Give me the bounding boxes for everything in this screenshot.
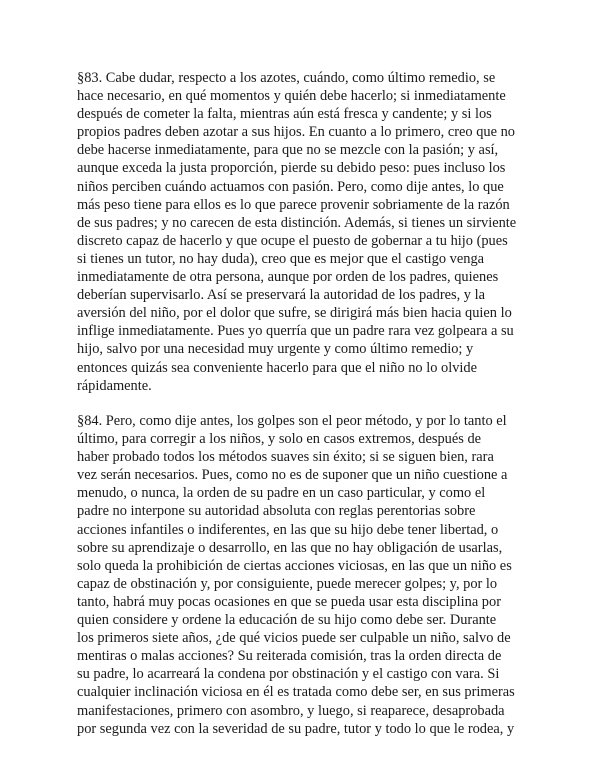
- text-line: §84. Pero, como dije antes, los golpes son el peor método, y por lo tanto el: [77, 413, 507, 429]
- text-line: sobre su aprendizaje o desarrollo, en las que no hay obligación de usarlas,: [77, 539, 503, 556]
- text-line: vez serán necesarios. Pues, como no es de suponer que un niño cuestione a: [77, 467, 508, 484]
- text-line: deberían supervisarlo. Así se preservará la autoridad de los padres, y la: [77, 287, 485, 304]
- text-line: cualquier inclinación viciosa en él es tratada como debe ser, en sus primeras: [77, 684, 515, 701]
- text-line: más peso tiene para ellos es lo que parece provenir sobriamente de la razón: [77, 196, 510, 213]
- text-line: hace necesario, en qué momentos y quién debe hacerlo; si inmediatamente: [77, 88, 506, 105]
- text-line: tanto, habrá muy pocas ocasiones en que se pueda usar esta disciplina por: [77, 593, 501, 610]
- text-line: inflige inmediatamente. Pues yo querría que un padre rara vez golpeara a su: [77, 323, 514, 340]
- text-line: los primeros siete años, ¿de qué vicios puede ser culpable un niño, salvo de: [77, 630, 511, 647]
- text-line: propios padres deben azotar a sus hijos. En cuanto a lo primero, creo que no: [77, 124, 515, 141]
- text-line: acciones infantiles o indiferentes, en las que su hijo debe tener libertad, o: [77, 521, 499, 538]
- text-line: de sus padres; y no carecen de esta distinción. Además, si tienes un sirviente: [77, 214, 517, 231]
- text-line: por segunda vez con la severidad de su padre, tutor y todo lo que le rodea, y: [77, 720, 515, 737]
- text-line: aversión del niño, por el dolor que sufre, se dirigirá más bien hacia quien lo: [77, 305, 512, 322]
- paragraph-83: [77, 69, 516, 395]
- text-line: hijo, salvo por una necesidad muy urgente y como último remedio; y: [77, 341, 474, 358]
- text-line: manifestaciones, primero con asombro, y luego, si reaparece, desaprobada: [77, 702, 505, 719]
- text-line: mentiras o malas acciones? Su reiterada comisión, tras la orden directa de: [77, 648, 502, 665]
- text-line: capaz de obstinación y, por consiguiente, puede merecer golpes; y, por lo: [77, 575, 498, 592]
- text-line: entonces quizás sea conveniente hacerlo para que el niño no lo olvide: [77, 359, 477, 376]
- text-line: si tienes un tutor, no hay duda), creo que es mejor que el castigo venga: [77, 250, 485, 267]
- text-line: padre no interpone su autoridad absoluta con reglas perentorias sobre: [77, 503, 476, 520]
- paragraph-84: [77, 412, 515, 738]
- text-line: rápidamente.: [77, 377, 152, 394]
- text-line: solo queda la prohibición de ciertas acciones viciosas, en las que un niño es: [77, 557, 512, 574]
- text-line: discreto capaz de hacerlo y que ocupe el puesto de gobernar a tu hijo (pues: [77, 232, 508, 249]
- text-line: último, para corregir a los niños, y solo en casos extremos, después de: [77, 431, 482, 448]
- text-line: §83. Cabe dudar, respecto a los azotes, cuándo, como último remedio, se: [77, 70, 496, 86]
- text-line: menudo, o nunca, la orden de su padre en un caso particular, y como el: [77, 485, 486, 502]
- text-line: su padre, lo acarreará la condena por obstinación y el castigo con vara. Si: [77, 666, 500, 683]
- text-line: niños perciben cuándo actuamos con pasión. Pero, como dije antes, lo que: [77, 178, 504, 195]
- text-line: debe hacerse inmediatamente, para que no se mezcle con la pasión; y así,: [77, 142, 499, 159]
- text-line: quien considere y ordene la educación de su hijo como debe ser. Durante: [77, 612, 497, 629]
- text-line: aunque exceda la justa proporción, pierde su debido peso: pues incluso los: [77, 160, 506, 177]
- text-line: después de cometer la falta, mientras aún está fresca y candente; y si los: [77, 106, 492, 123]
- text-line: haber probado todos los métodos suaves sin éxito; si se siguen bien, rara: [77, 449, 494, 466]
- text-line: inmediatamente de otra persona, aunque por orden de los padres, quienes: [77, 269, 499, 286]
